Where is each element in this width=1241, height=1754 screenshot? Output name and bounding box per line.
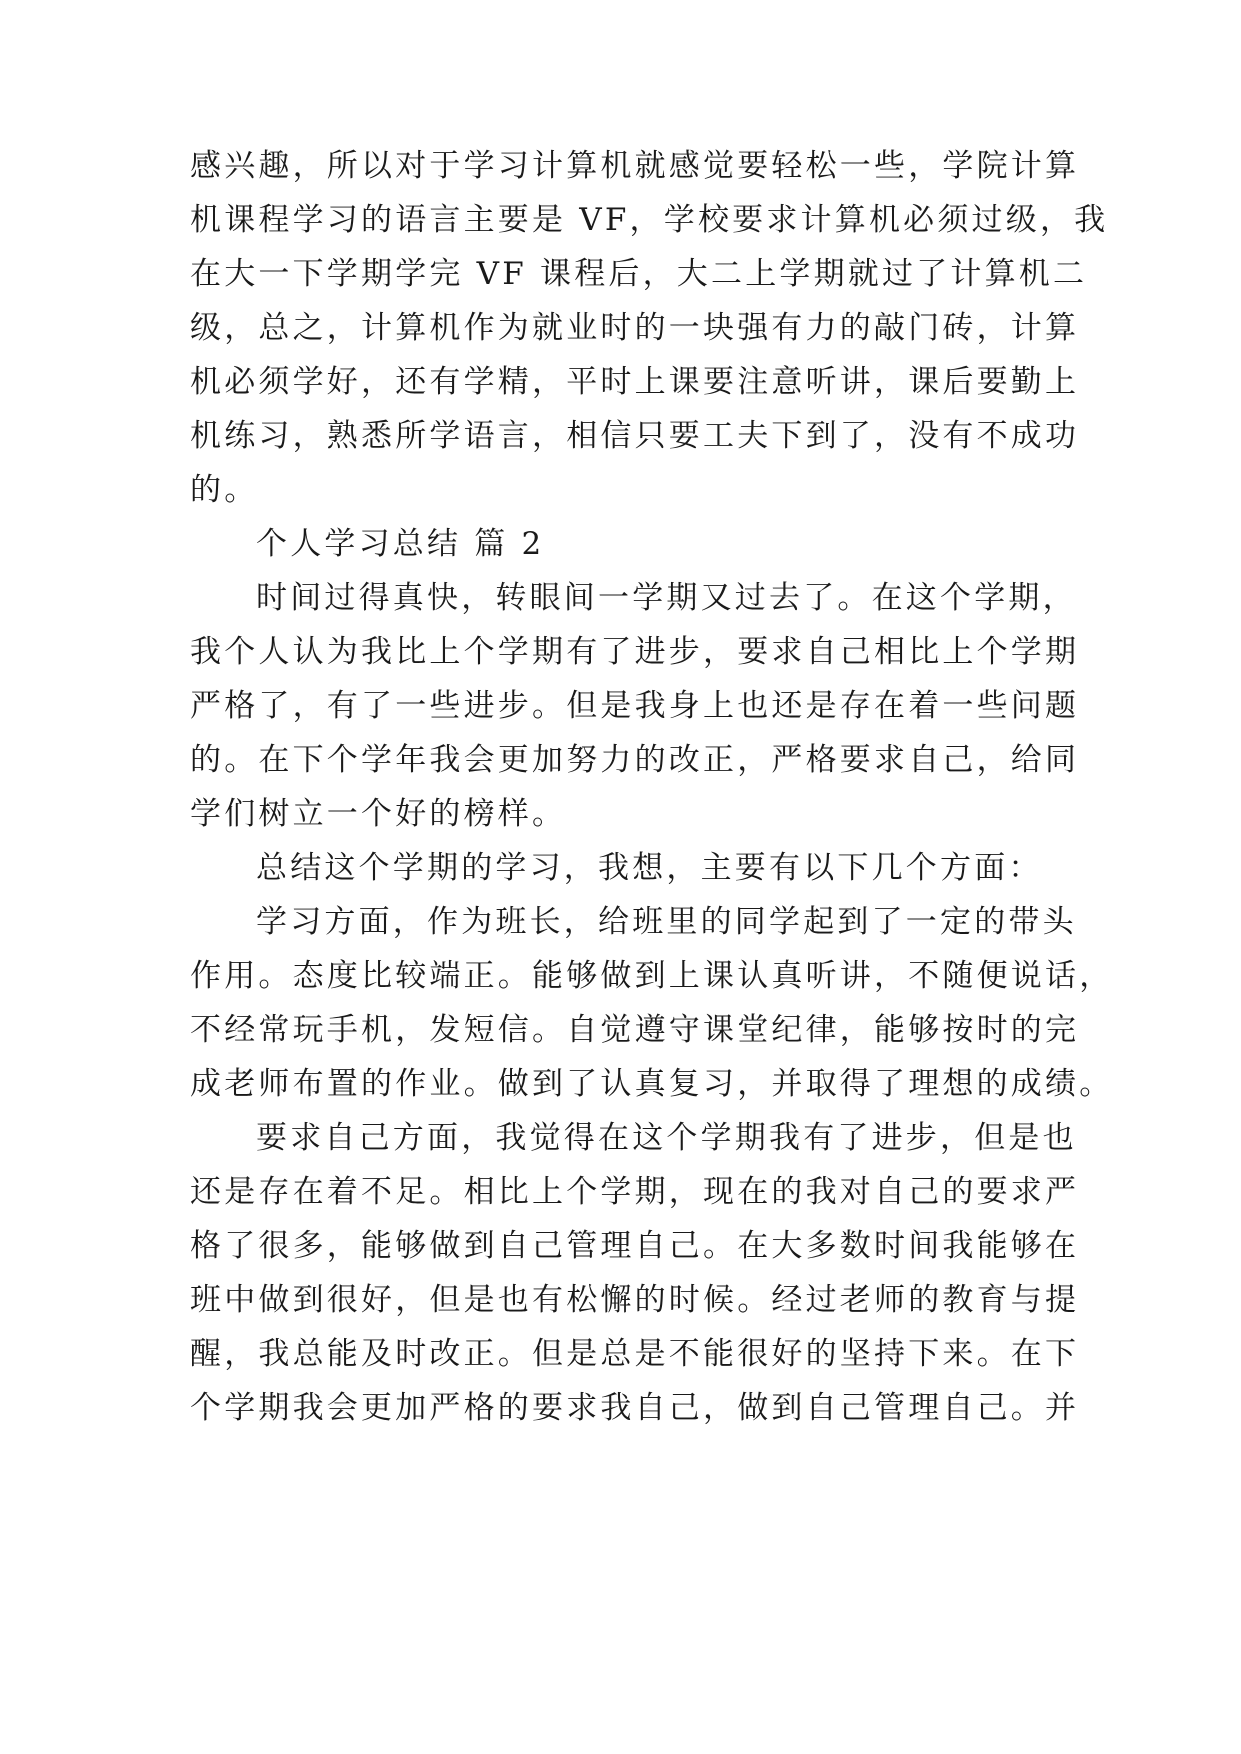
text-line: 感兴趣，所以对于学习计算机就感觉要轻松一些，学院计算 bbox=[190, 148, 1080, 184]
text-line: 班中做到很好，但是也有松懈的时候。经过老师的教育与提 bbox=[190, 1282, 1080, 1318]
text-line: 在大一下学期学完 VF 课程后，大二上学期就过了计算机二 bbox=[190, 256, 1088, 292]
text-line: 醒，我总能及时改正。但是总是不能很好的坚持下来。在下 bbox=[190, 1336, 1080, 1372]
text-line: 还是存在着不足。相比上个学期，现在的我对自己的要求严 bbox=[190, 1174, 1080, 1210]
paragraph-start: 时间过得真快，转眼间一学期又过去了。在这个学期， bbox=[256, 580, 1077, 616]
text-line: 学们树立一个好的榜样。 bbox=[190, 796, 567, 832]
paragraph-start: 学习方面，作为班长，给班里的同学起到了一定的带头 bbox=[256, 904, 1077, 940]
text-line: 格了很多，能够做到自己管理自己。在大多数时间我能够在 bbox=[190, 1228, 1080, 1264]
text-line: 机课程学习的语言主要是 VF，学校要求计算机必须过级，我 bbox=[190, 202, 1109, 238]
text-line: 机必须学好，还有学精，平时上课要注意听讲，课后要勤上 bbox=[190, 364, 1080, 400]
paragraph-start: 要求自己方面，我觉得在这个学期我有了进步，但是也 bbox=[256, 1120, 1077, 1156]
section-heading: 个人学习总结 篇 2 bbox=[256, 526, 545, 562]
text-line: 成老师布置的作业。做到了认真复习，并取得了理想的成绩。 bbox=[190, 1066, 1114, 1102]
text-line: 作用。态度比较端正。能够做到上课认真听讲，不随便说话， bbox=[190, 958, 1114, 994]
text-line: 级，总之，计算机作为就业时的一块强有力的敲门砖，计算 bbox=[190, 310, 1080, 346]
text-line: 个学期我会更加严格的要求我自己，做到自己管理自己。并 bbox=[190, 1390, 1080, 1426]
text-line: 不经常玩手机，发短信。自觉遵守课堂纪律，能够按时的完 bbox=[190, 1012, 1080, 1048]
text-line: 我个人认为我比上个学期有了进步，要求自己相比上个学期 bbox=[190, 634, 1080, 670]
text-line: 严格了，有了一些进步。但是我身上也还是存在着一些问题 bbox=[190, 688, 1080, 724]
text-line: 的。在下个学年我会更加努力的改正，严格要求自己，给同 bbox=[190, 742, 1080, 778]
text-line: 的。 bbox=[190, 472, 259, 508]
paragraph-start: 总结这个学期的学习，我想，主要有以下几个方面： bbox=[256, 850, 1043, 886]
text-line: 机练习，熟悉所学语言，相信只要工夫下到了，没有不成功 bbox=[190, 418, 1080, 454]
